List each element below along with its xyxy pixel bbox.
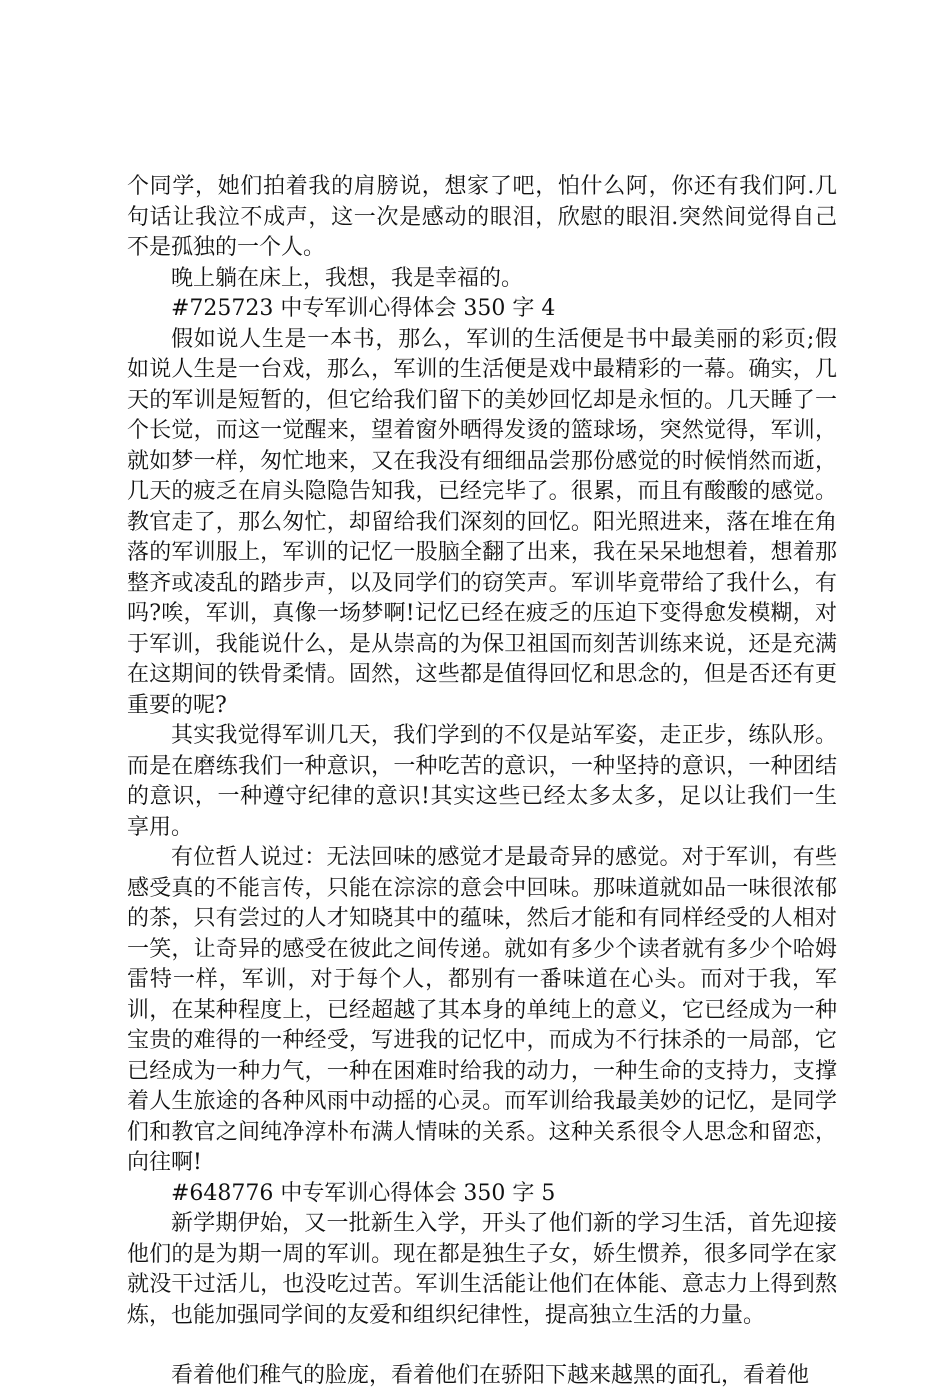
paragraph-7: 看着他们稚气的脸庞，看着他们在骄阳下越来越黑的面孔，看着他 bbox=[171, 1363, 810, 1388]
paragraph-3: 假如说人生是一本书，那么，军训的生活便是书中最美丽的彩页;假如说人生是一台戏，那么，军训的生活便是戏中最精彩的一幕。确实，几天的军训是短暂的，但它给我们留下的美妙回忆却是永恒的。几天睡了一个长觉，而这一觉醒来，望着窗外晒得发烫的篮球场，突然觉得，军训，就如梦一样，匆忙地来，又在我没有细细品尝那份感觉的时候悄然而逝，几天的疲乏在肩头隐隐告知我，已经完毕了。很累，而且有酸酸的感觉。教官走了，那么匆忙，却留给我们深刻的回忆。阳光照进来，落在堆在角落的军训服上，军训的记忆一股脑全翻了出来，我在呆呆地想着，想着那整齐或凌乱的踏步声，以及同学们的窃笑声。军训毕竟带给了我什么，有吗?唉，军训，真像一场梦啊!记忆已经在疲乏的压迫下变得愈发模糊，对于军训，我能说什么，是从崇高的为保卫祖国而刻苦训练来说，还是充满在这期间的铁骨柔情。固然，这些都是值得回忆和思念的，但是否还有更重要的呢? bbox=[127, 326, 837, 718]
paragraph-1: 个同学，她们拍着我的肩膀说，想家了吧，怕什么阿，你还有我们阿.几句话让我泣不成声，这一次是感动的眼泪，欣慰的眼泪.突然间觉得自己不是孤独的一个人。 bbox=[127, 174, 837, 260]
paragraph-6: 新学期伊始，又一批新生入学，开头了他们新的学习生活，首先迎接他们的是为期一周的军训。现在都是独生子女，娇生惯养，很多同学在家就没干过活儿，也没吃过苦。军训生活能让他们在体能、意志力上得到熬炼，也能加强同学间的友爱和组织纪律性，提高独立生活的力量。 bbox=[127, 1211, 837, 1328]
section-heading-5: #648776 中专军训心得体会 350 字 5 bbox=[171, 1180, 556, 1206]
document-body bbox=[127, 172, 837, 1392]
section-heading-4: #725723 中专军训心得体会 350 字 4 bbox=[171, 296, 556, 321]
blank-line bbox=[127, 1331, 837, 1361]
paragraph-2: 晚上躺在床上，我想，我是幸福的。 bbox=[171, 265, 524, 291]
paragraph-5: 有位哲人说过：无法回味的感觉才是最奇异的感觉。对于军训，有些感受真的不能言传，只能在淙淙的意会中回味。那味道就如品一味很浓郁的茶，只有尝过的人才知晓其中的蕴味，然后才能和有同样经受的人相对一笑，让奇异的感受在彼此之间传递。就如有多少个读者就有多少个哈姆雷特一样，军训，对于每个人，都别有一番味道在心头。而对于我，军训，在某种程度上，已经超越了其本身的单纯上的意义，它已经成为一种宝贵的难得的一种经受，写进我的记忆中，而成为不行抹杀的一局部，它已经成为一种力气，一种在困难时给我的动力，一种生命的支持力，支撑着人生旅途的各种风雨中动摇的心灵。而军训给我最美妙的记忆，是同学们和教官之间纯净淳朴布满人情味的关系。这种关系很令人思念和留恋，向往啊! bbox=[127, 845, 837, 1175]
paragraph-4: 其实我觉得军训几天，我们学到的不仅是站军姿，走正步，练队形。而是在磨练我们一种意识，一种吃苦的意识，一种坚持的意识，一种团结的意识，一种遵守纪律的意识!其实这些已经太多太多，足以让我们一生享用。 bbox=[127, 723, 837, 840]
